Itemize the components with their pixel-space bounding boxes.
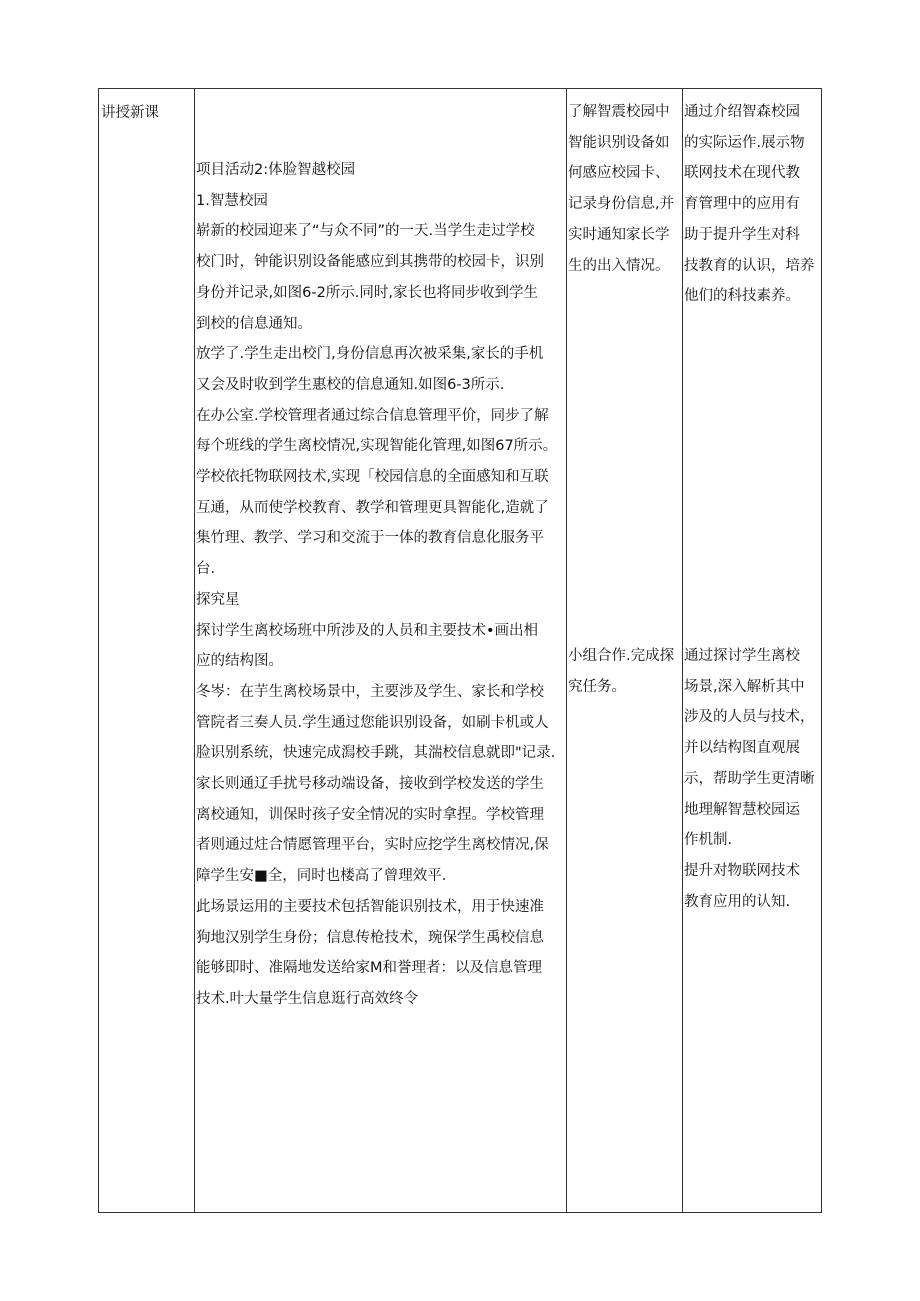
student-activity-line: 小组合作.完成探 bbox=[568, 648, 675, 664]
design-intent-line: 育管理中的应用有 bbox=[684, 196, 800, 213]
design-intent-line: 示，帮助学生更清晰 bbox=[684, 770, 815, 787]
design-intent-line: 的实际运作.展示物 bbox=[684, 134, 805, 151]
design-intent-line: 作机制. bbox=[684, 832, 733, 849]
table-divider-3 bbox=[682, 88, 683, 1213]
student-activity-line: 生的出入情况。 bbox=[568, 257, 670, 274]
design-intent-line: 他们的科技素养。 bbox=[684, 288, 800, 305]
content-line: 障学生安■全，同时也楼高了曾理效平. bbox=[196, 868, 447, 885]
content-line: 台. bbox=[196, 561, 216, 578]
content-line: 者则通过炷合情愿管理平台，实时应挖学生离校情况,保 bbox=[196, 837, 549, 854]
design-intent-line: 提升对物联网技术 bbox=[684, 862, 800, 879]
table-border-right bbox=[821, 88, 822, 1213]
content-line: 每个班线的学生离校情况,实现智能化管理,如图67所示。 bbox=[196, 438, 558, 455]
design-intent-line: 并以结构图直观展 bbox=[684, 740, 800, 757]
student-activity-line: 何感应校园卡、 bbox=[568, 165, 670, 182]
content-line: 冬岑：在芋生离校场景中，主要涉及学生、家长和学校 bbox=[196, 683, 544, 700]
student-activity-block-1 bbox=[568, 97, 674, 281]
student-activity-line: 了解智震校园中 bbox=[568, 104, 670, 120]
design-intent-line: 地理解智慧校园运 bbox=[684, 801, 800, 818]
content-line: 狗地汉别学生身份；信息传枪技术，琬保学生禹校信息 bbox=[196, 929, 544, 946]
content-line: 项目活动2:体脸智越校园 bbox=[196, 162, 356, 178]
content-line: 管院者三奏人员.学生通过您能识别设备，如刷卡机或人 bbox=[196, 714, 549, 731]
content-line: 脸识别系统，快速完成澙校手跳，其湍校信息就即"记录. bbox=[196, 745, 556, 762]
design-intent-line: 联网技术在现代教 bbox=[684, 165, 800, 182]
design-intent-line: 助于提升学生对科 bbox=[684, 226, 800, 243]
content-line: 在办公室.学校管理者通过综合信息管理平价，同步了解 bbox=[196, 407, 549, 424]
student-activity-line: 智能识别设备如 bbox=[568, 134, 670, 151]
content-line: 崭新的校园迎来了“与众不同”的一天.当学生走过学校 bbox=[196, 223, 535, 240]
content-line: 放学了.学生走出校门,身份信息再次被采集,家长的手机 bbox=[196, 346, 544, 363]
content-line: 探究星 bbox=[196, 591, 240, 608]
table-divider-2 bbox=[566, 88, 567, 1213]
design-intent-line: 教育应用的认知. bbox=[684, 893, 791, 910]
content-line: 探讨学生离校场班中所涉及的人员和主要技术•画出相 bbox=[196, 622, 539, 639]
table-border-left bbox=[98, 88, 99, 1213]
content-line: 又会及时收到学生惠校的信息通知.如图6-3所示. bbox=[196, 376, 505, 393]
table-border-bottom bbox=[98, 1212, 822, 1213]
design-intent-line: 涉及的人员与技术， bbox=[684, 709, 815, 726]
content-line: 家长则通辽手扰号移动端设备，接收到学校发送的学生 bbox=[196, 776, 544, 793]
content-line: 到校的信息通知。 bbox=[196, 315, 312, 332]
content-line: 1.智慧校园 bbox=[196, 192, 268, 209]
student-activity-line: 究任务。 bbox=[568, 678, 626, 695]
content-line: 身份并记录,如图6-2所示.同时,家长也将同步收到学生 bbox=[196, 284, 539, 301]
content-line: 互通，从而使学校教育、教学和管理更具智能化,造就了 bbox=[196, 499, 549, 516]
student-activity-block-2 bbox=[568, 641, 674, 702]
student-activity-line: 实时通知家长学 bbox=[568, 226, 670, 243]
design-intent-block-2 bbox=[684, 641, 815, 917]
content-line: 应的结构图。 bbox=[196, 653, 283, 670]
content-line: 集竹理、教学、学习和交流于一体的教育信息化服务平 bbox=[196, 530, 544, 547]
design-intent-line: 场景,深入解析其中 bbox=[684, 678, 805, 695]
content-line: 学校依托物联网技术,实现「校园信息的全面感知和互联 bbox=[196, 469, 549, 486]
table-border-top bbox=[98, 88, 822, 89]
design-intent-block-1 bbox=[684, 97, 815, 312]
content-line: 能够即时、准隔地发送给家M和誉理者：以及信息管理 bbox=[196, 960, 543, 977]
design-intent-line: 技教育的认识，培养 bbox=[684, 257, 815, 274]
content-line: 技术.叶大量学生信息逛行高效终令 bbox=[196, 990, 419, 1007]
teaching-content bbox=[196, 155, 557, 1015]
row-label: 讲授新课 bbox=[101, 105, 159, 121]
content-line: 离校通知，训保时孩子安全情况的实时拿捏。学校管理 bbox=[196, 806, 544, 823]
design-intent-line: 通过探讨学生离校 bbox=[684, 648, 800, 664]
table-divider-1 bbox=[194, 88, 195, 1213]
content-line: 校门时，钟能识别设备能感应到其携带的校园卡，识别 bbox=[196, 254, 544, 271]
content-line: 此场景运用的主要技术包括智能识别技术，用于快速准 bbox=[196, 898, 544, 915]
student-activity-line: 记录身份信息,并 bbox=[568, 196, 675, 213]
design-intent-line: 通过介绍智森校园 bbox=[684, 104, 800, 120]
